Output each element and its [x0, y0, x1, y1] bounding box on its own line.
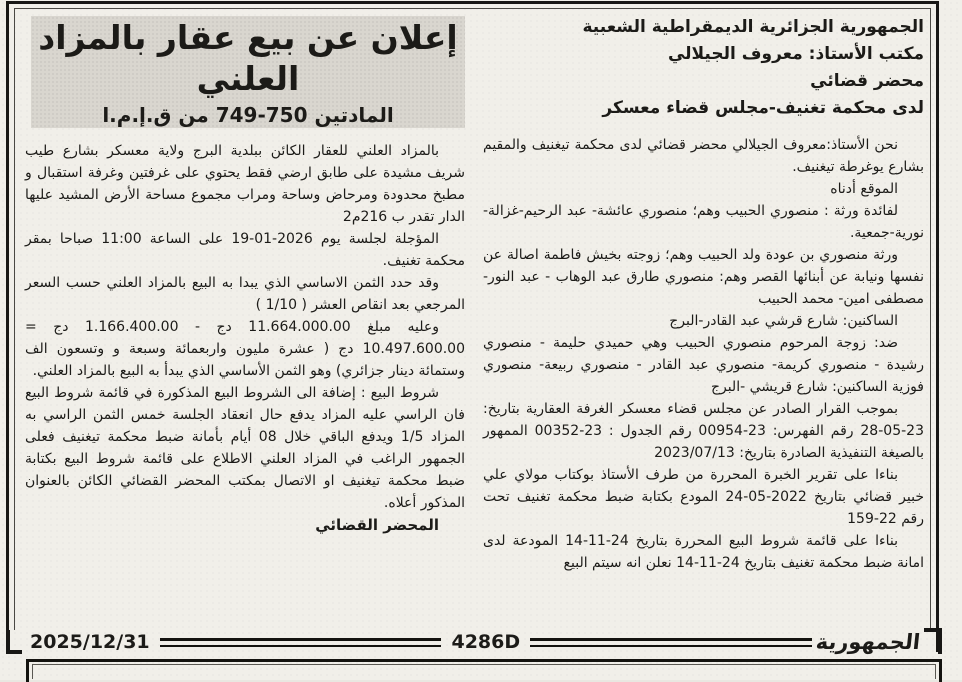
paragraph-price-amounts: وعليه مبلغ 11.664.000.00 دج - 1.166.400.00 دج = 10.497.600.00 دج ( عشرة مليون واربعمائة وسبعة و وتسعون الف وستمائة دينار جزائري) وهو الثمن الأساسي الذي يبدأ به البيع بالمزاد العلني.	[25, 319, 465, 379]
paragraph-sale-terms: شروط البيع : إضافة الى الشروط البيع المذكورة في قائمة شروط البيع فان الراسي عليه المزاد يدفع حال انعقاد الجلسة خمس الثمن الراسي به المزاد 1/5 ويدفع الباقي خلال 08 أيام بأمانة ضبط محكمة تيغنيف فعلى الجمهور الراغب في المزاد العلني الاطلاع على قائمة شروط البيع بكتابة ضبط محكمة تيغنيف او الاتصال بمكتب المحضر القضائي الكائن بالعنوان المذكور أعلاه.	[25, 385, 465, 511]
paragraph-defendants: ضد: زوجة المرحوم منصوري الحبيب وهي حميدي حليمة - منصوري رشيدة - منصوري كريمة- منصوري عبد القادر - منصوري ربيعة- منصوري فوزية الساكنين: شارع قريشي -البرج	[483, 335, 924, 395]
next-ad-box-inner-line	[32, 664, 936, 679]
court-name: لدى محكمة تغنيف-مجلس قضاء معسكر	[602, 98, 924, 118]
publication-date: 2025/12/31	[30, 631, 150, 653]
paragraph-property-description: بالمزاد العلني للعقار الكائن ببلدية البرج ولاية معسكر بشارع طيب شريف مشيدة على طابق ارضي فقط يحتوي على غرفتين وغرفة استقبال و مطبخ محدودة ومرحاض وساحة ومراب مجموع مساحة الأرض المشيد عليها الدار تقدر ب 216م2	[25, 143, 465, 225]
footer-rule	[6, 628, 942, 656]
paragraph-session-date: المؤجلة لجلسة يوم 2026-01-19 على الساعة 11:00 صباحا بمقر محكمة تغنيف.	[25, 231, 465, 269]
next-ad-box-top-edge	[26, 659, 942, 682]
title-box	[31, 16, 465, 128]
paragraph-expert-report: بناءا على تقرير الخبرة المحررة من طرف الأستاذ بوكتاب مولاي علي خبير قضائي بتاريخ 2022-05-24 المودع بكتابة ضبط محكمة تغنيف تحت رقم 22-159	[483, 467, 924, 527]
ad-number: 4286D	[451, 631, 521, 653]
paragraph-beneficiaries: لفائدة ورثة : منصوري الحبيب وهم؛ منصوري عائشة- عبد الرحيم-غزالة-نورية-جمعية.	[483, 203, 924, 241]
double-rule-left	[160, 638, 442, 647]
paragraph-sale-conditions-filing: بناءا على قائمة شروط البيع المحررة بتاريخ 24-11-14 المودعة لدى امانة ضبط محكمة تغنيف بتاريخ 24-11-14 نعلن انه سيتم البيع	[483, 533, 924, 571]
frame-corner-right-icon	[924, 628, 942, 654]
paragraph-residents-address: الساكنين: شارع قرشي عبد القادر-البرج	[669, 313, 898, 329]
paragraph-base-price-rule: وقد حدد الثمن الاساسي الذي يبدا به البيع بالمزاد العلني حسب السعر المرجعي بعد انقاص العشر ( 1/10 )	[25, 275, 465, 313]
paragraph-heirs: ورثة منصوري بن عودة ولد الحبيب وهم؛ زوجته بخيش فاطمة اصالة عن نفسها ونيابة عن أبنائها القصر وهم: منصوري طارق عبد الوهاب - عبد النور-مصطفى امين- محمد الحبيب	[483, 247, 924, 307]
ad-subtitle: المادتين 750-749 من ق.إ.م.ا	[102, 103, 394, 128]
ad-title: إعلان عن بيع عقار بالمزاد العلني	[38, 17, 458, 98]
right-column	[483, 14, 924, 652]
paragraph-court-decision: بموجب القرار الصادر عن مجلس قضاء معسكر الغرفة العقارية بتاريخ: 23-05-28 رقم الفهرس: 23-00954 رقم الجدول : 23-00352 الممهور بالصيغة التنفيذية الصادرة بتاريخ: 2023/07/13	[483, 401, 924, 461]
right-column-body	[483, 134, 924, 574]
republic-title: الجمهورية الجزائرية الديمقراطية الشعبية	[582, 17, 924, 37]
paragraph-undersigned: الموقع أدناه	[830, 181, 898, 197]
double-rule-right	[530, 638, 812, 647]
bailiff-signature: المحضر القضائي	[315, 516, 439, 534]
ad-frame	[6, 1, 939, 652]
left-column-body	[25, 140, 465, 536]
left-column	[25, 14, 465, 652]
office-name: مكتب الأستاذ: معروف الجيلالي	[667, 44, 924, 64]
newspaper-logo: الجمهورية	[814, 630, 922, 654]
ad-content	[9, 4, 936, 652]
paragraph-bailiff-intro: نحن الأستاذ:معروف الجيلالي محضر قضائي لدى محكمة تيغنيف والمقيم بشارع يوغرطة تيغنيف.	[483, 137, 924, 175]
office-header	[483, 14, 924, 122]
frame-corner-left-icon	[6, 630, 22, 654]
office-role: محضر قضائي	[810, 71, 924, 91]
